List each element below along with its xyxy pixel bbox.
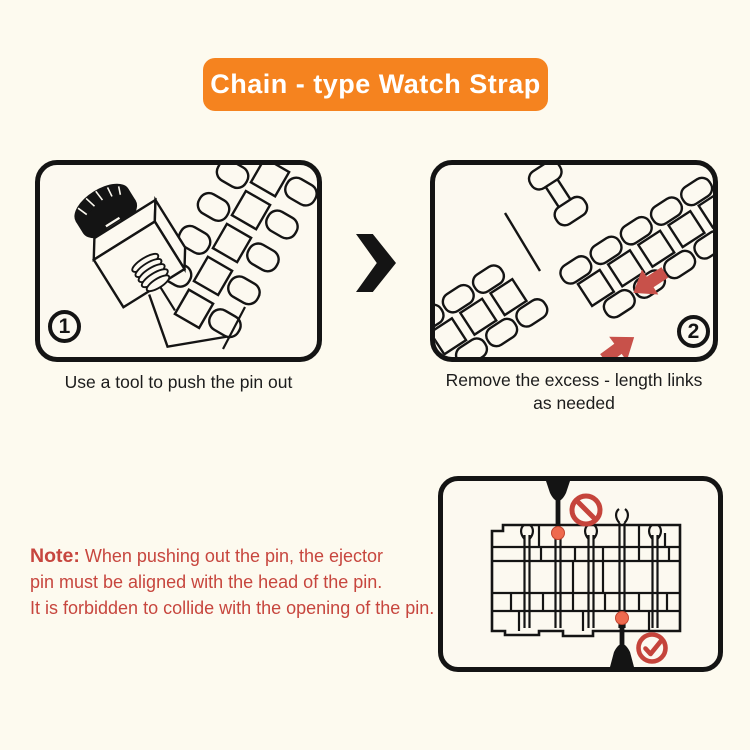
- removed-link: [526, 165, 591, 230]
- prohibition-icon: [572, 496, 600, 524]
- note-line-2: pin must be aligned with the head of the pin.: [30, 572, 383, 592]
- step-2-number: 2: [687, 320, 700, 343]
- step-2-caption-line-1: Remove the excess - length links: [445, 370, 703, 390]
- next-step-chevron-icon: [356, 234, 396, 292]
- pin-remover-tool-illustration: [40, 165, 317, 357]
- step-2-caption-line-2: as needed: [533, 393, 615, 413]
- title-banner: [203, 58, 548, 111]
- note-text: [30, 543, 460, 621]
- step-2-caption: [426, 369, 722, 415]
- band-segment-right: [557, 172, 713, 330]
- ejector-pin-bottom: [610, 623, 634, 667]
- arrow-toward-gap-lower: [595, 325, 643, 357]
- separated-links-illustration: [435, 165, 713, 357]
- ejector-pin-top: [546, 481, 570, 528]
- note-label: Note:: [30, 545, 80, 567]
- note-line-1: When pushing out the pin, the ejector: [84, 546, 384, 566]
- contact-dot-correct: [616, 612, 629, 625]
- step-1-caption-line: Use a tool to push the pin out: [64, 372, 293, 392]
- ejector-tip: [160, 287, 175, 311]
- alignment-detail-illustration: [443, 481, 718, 667]
- title-text: Chain - type Watch Strap: [210, 69, 541, 99]
- note-line-3: It is forbidden to collide with the opening of the pin.: [30, 598, 435, 618]
- step-1-caption: [35, 371, 322, 394]
- step-1-number: 1: [58, 315, 71, 338]
- checkmark-icon: [639, 635, 666, 662]
- step-2-panel: [430, 160, 718, 362]
- contact-dot-wrong: [552, 527, 565, 540]
- step-1-badge: [48, 310, 81, 343]
- band-segment-left: [435, 252, 551, 357]
- ejected-pin: [505, 213, 540, 271]
- step-2-badge: [677, 315, 710, 348]
- alignment-detail-panel: [438, 476, 723, 672]
